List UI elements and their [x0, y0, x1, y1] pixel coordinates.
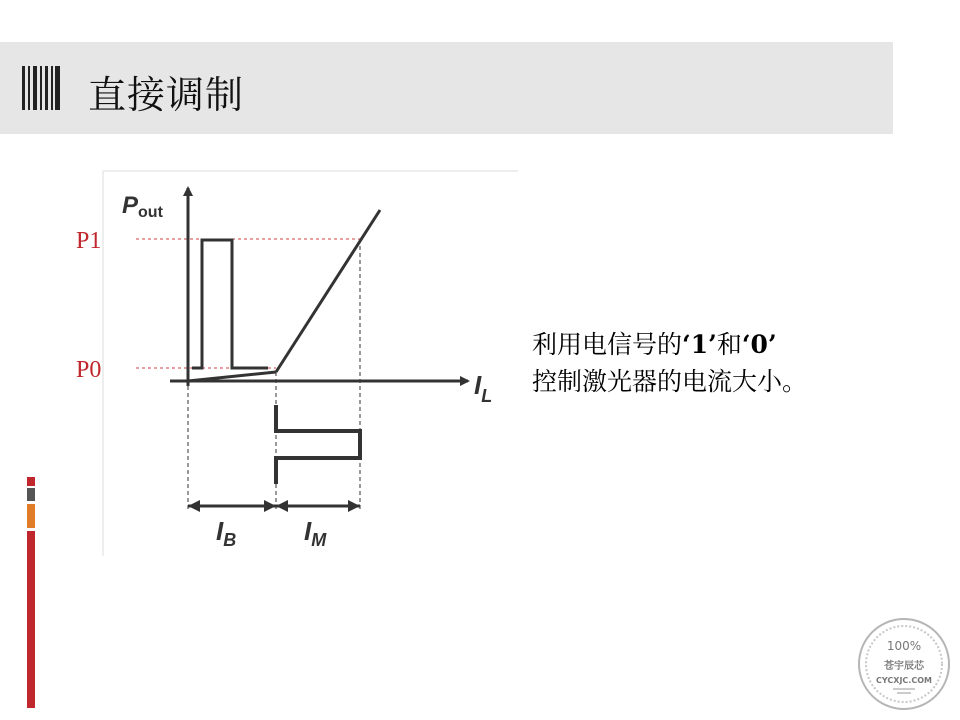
modulation-current-label: $I_M$: [304, 516, 327, 550]
x-axis-label: $I_L$: [474, 370, 493, 406]
svg-text:CYCXJC.COM: CYCXJC.COM: [876, 676, 932, 685]
dimension-ib-arrow-left: [188, 500, 200, 512]
svg-text:100%: 100%: [886, 639, 922, 653]
current-drive-waveform: [276, 405, 360, 484]
description-line-1: 利用电信号的‘1’和‘0’: [532, 330, 777, 359]
li-curve-above-threshold: [276, 210, 380, 372]
dimension-ib-arrow-right: [264, 500, 276, 512]
page-title: 直接调制: [88, 73, 245, 117]
svg-text:苍宇辰芯: 苍宇辰芯: [884, 661, 924, 672]
description-text: [532, 326, 892, 400]
description-line-2: 控制激光器的电流大小。: [532, 367, 808, 396]
level-p1-label: P1: [76, 228, 102, 254]
dimension-im-arrow-right: [348, 500, 360, 512]
optical-pulse: [192, 240, 268, 368]
dimension-im-arrow-left: [276, 500, 288, 512]
watermark-stamp: [856, 616, 952, 712]
y-axis-label: Pout: [122, 192, 163, 221]
bias-current-label: $I_B$: [216, 516, 237, 550]
level-p0-label: P0: [76, 357, 102, 383]
